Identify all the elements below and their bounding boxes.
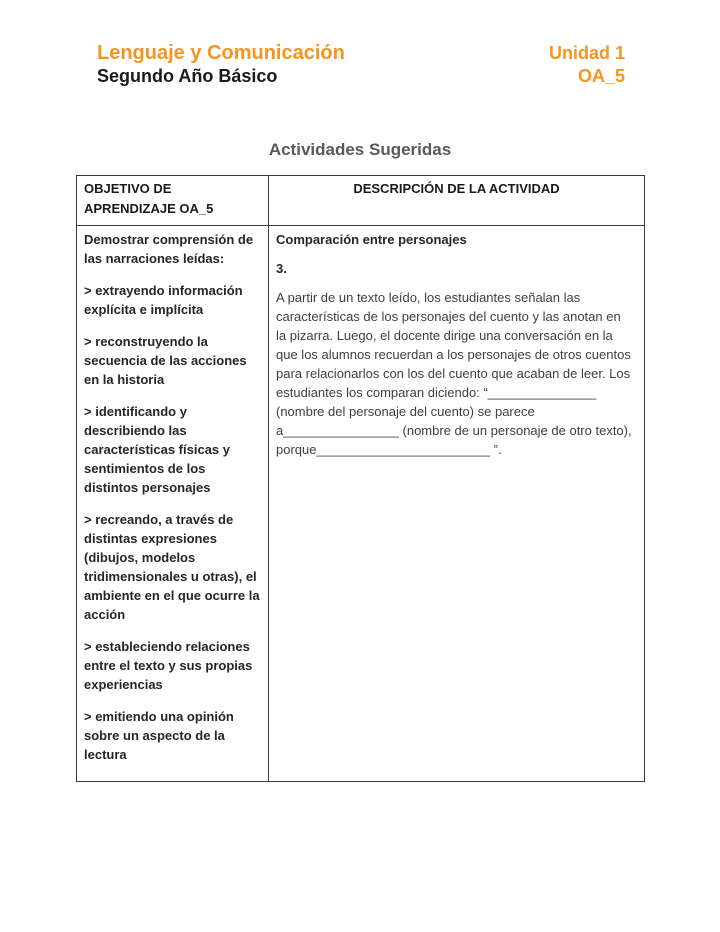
objective-column-header: OBJETIVO DE APRENDIZAJE OA_5	[77, 176, 269, 226]
unit-label: Unidad 1	[548, 43, 625, 63]
activity-cell	[269, 226, 645, 782]
header-right-block	[549, 42, 625, 87]
activity-number: 3.	[276, 261, 287, 276]
objective-bullet: > emitiendo una opinión sobre un aspecto de la lectura	[84, 709, 234, 762]
objective-bullet: > extrayendo información explícita e implícita	[84, 283, 243, 317]
oa-label: OA_5	[577, 66, 625, 86]
objective-bullet: > identificando y describiendo las características físicas y sentimientos de los distintos personajes	[84, 404, 230, 495]
activity-description: A partir de un texto leído, los estudiantes señalan las características de los personajes del cuento y las anotan en la pizarra. Luego, el docente dirige una conversación en la que los alumnos recuerdan a los personajes de otros cuentos para relacionarlos con los del cuento que acaban de leer. Los estudiantes los comparan diciendo: “_______________ (nombre del personaje del cuento) se parece a________________ (nombre de un personaje de otro texto), porque________________________ ”.	[276, 290, 632, 457]
subject-title: Lenguaje y Comunicación	[97, 42, 345, 64]
table-header-row	[77, 176, 645, 226]
activity-title: Comparación entre personajes	[276, 232, 467, 247]
activities-table	[76, 175, 645, 782]
description-column-header: DESCRIPCIÓN DE LA ACTIVIDAD	[269, 176, 645, 226]
objective-bullet: > reconstruyendo la secuencia de las acciones en la historia	[84, 334, 247, 387]
table-body-row	[77, 226, 645, 782]
header-left-block	[97, 42, 345, 87]
page-title: Actividades Sugeridas	[268, 140, 452, 159]
document-header	[97, 42, 625, 87]
grade-subtitle: Segundo Año Básico	[97, 66, 278, 86]
objective-bullet: > estableciendo relaciones entre el texto y sus propias experiencias	[84, 639, 253, 692]
objective-cell	[77, 226, 269, 782]
objective-bullet: > recreando, a través de distintas expresiones (dibujos, modelos tridimensionales u otras), el ambiente en el que ocurre la acción	[84, 512, 260, 622]
objective-intro: Demostrar comprensión de las narraciones leídas:	[84, 232, 254, 266]
